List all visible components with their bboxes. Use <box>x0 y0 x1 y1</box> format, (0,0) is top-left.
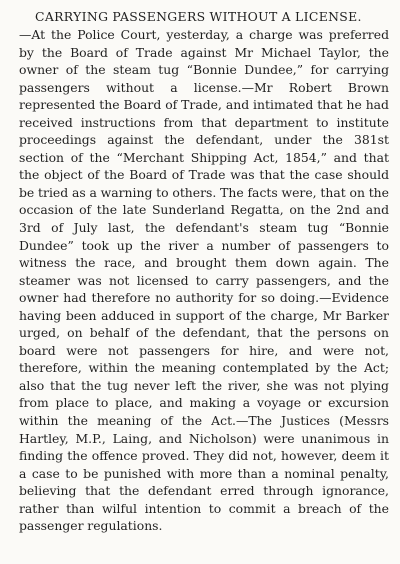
article-body: —At the Police Court, yesterday, a charge was preferred by the Board of Trade against Mr Michael Taylor, the owner of the steam tug “Bonnie Dundee,” for carrying passengers without a license.—Mr Robert Brown represented the Board of Trade, and intimated that he had received instructions from that department to institute proceedings against the defendant, under the 381st section of the “Merchant Shipping Act, 1854,” and that the object of the Board of Trade was that the case should be tried as a warning to others. The facts were, that on the occasion of the late Sunderland Regatta, on the 2nd and 3rd of July last, the defendant's steam tug “Bonnie Dundee” took up the river a number of passengers to witness the race, and brought them down again. The steamer was not licensed to carry passengers, and the owner had therefore no authority for so doing.—Evidence having been adduced in support of the charge, Mr Barker urged, on behalf of the defendant, that the persons on board were not passengers for hire, and were not, therefore, within the meaning contemplated by the Act; also that the tug never left the river, she was not plying from place to place, and making a voyage or excursion within the meaning of the Act.—The Justices (Messrs Hartley, M.P., Laing, and Nicholson) were unanimous in finding the offence proved. They did not, however, deem it a case to be punished with more than a nominal penalty, believing that the defendant erred through ignorance, rather than wilful intention to commit a breach of the passenger regulations. <box>19 27 389 534</box>
article-headline: CARRYING PASSENGERS WITHOUT A LICENSE. <box>35 9 362 24</box>
article <box>19 9 389 535</box>
